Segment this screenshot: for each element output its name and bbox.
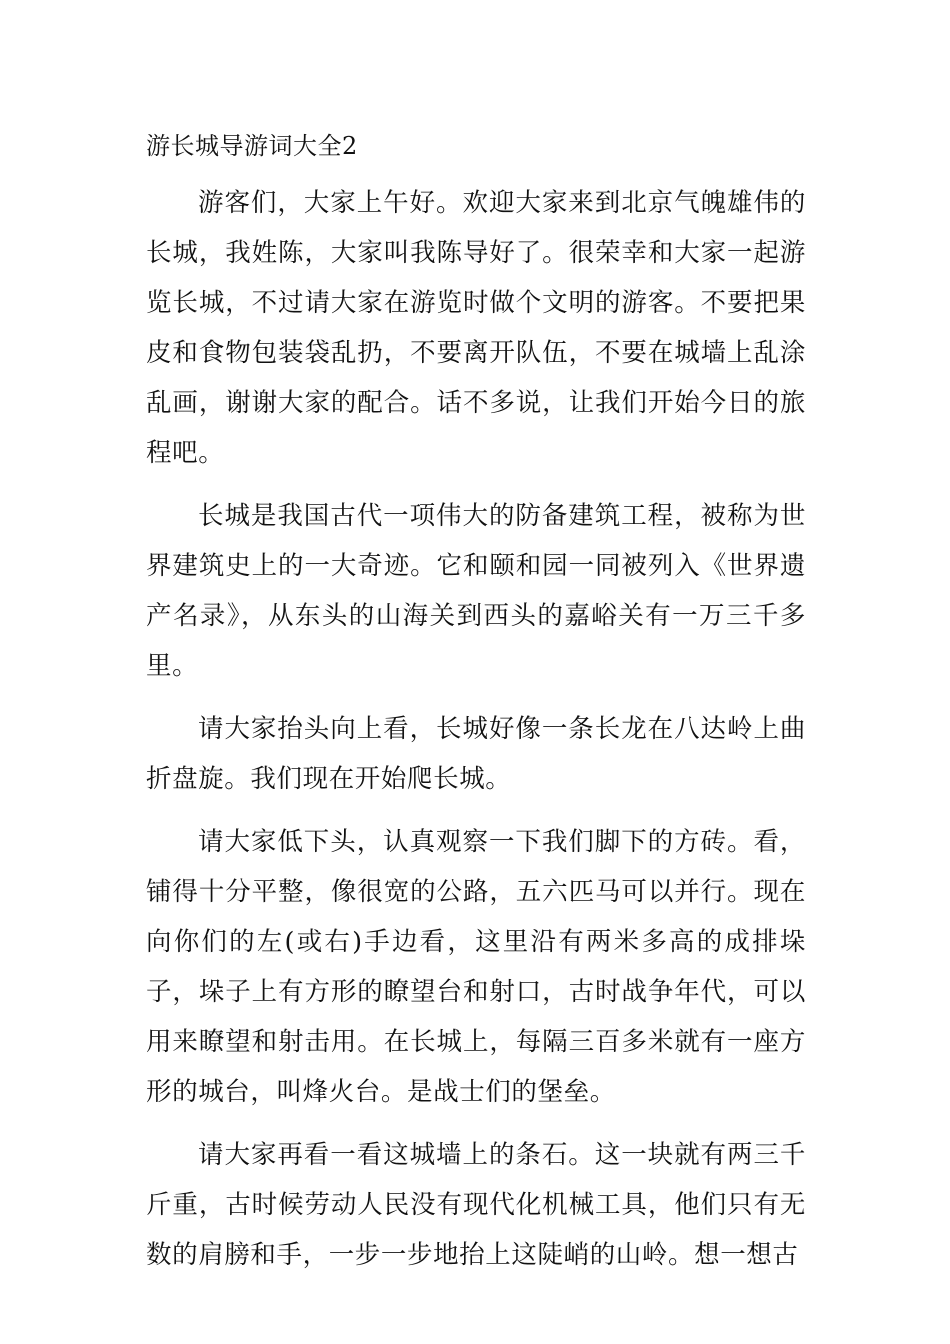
paragraph-bricks: 请大家低下头，认真观察一下我们脚下的方砖。看，铺得十分平整，像很宽的公路，五六匹马可以并行。现在向你们的左(或右)手边看，这里沿有两米多高的成排垛子，垛子上有方形的瞭望台和射口，古时战争年代，可以用来瞭望和射击用。在长城上，每隔三百多米就有一座方形的城台，叫烽火台。是战士们的堡垒。 (146, 827, 806, 1107)
paragraph-history: 长城是我国古代一项伟大的防备建筑工程，被称为世界建筑史上的一大奇迹。它和颐和园一同被列入《世界遗产名录》，从东头的山海关到西头的嘉峪关有一万三千多里。 (146, 501, 806, 681)
paragraph-look-up: 请大家抬头向上看，长城好像一条长龙在八达岭上曲折盘旋。我们现在开始爬长城。 (146, 714, 806, 794)
paragraph-stones: 请大家再看一看这城墙上的条石。这一块就有两三千斤重，古时候劳动人民没有现代化机械工具，他们只有无数的肩膀和手，一步一步地抬上这陡峭的山岭。想一想古 (146, 1140, 806, 1270)
document-title: 游长城导游词大全2 (146, 132, 358, 160)
document-page (146, 128, 806, 1293)
paragraph-welcome: 游客们，大家上午好。欢迎大家来到北京气魄雄伟的长城，我姓陈，大家叫我陈导好了。很荣幸和大家一起游览长城，不过请大家在游览时做个文明的游客。不要把果皮和食物包装袋乱扔，不要离开队伍，不要在城墙上乱涂乱画，谢谢大家的配合。话不多说，让我们开始今日的旅程吧。 (146, 188, 806, 468)
